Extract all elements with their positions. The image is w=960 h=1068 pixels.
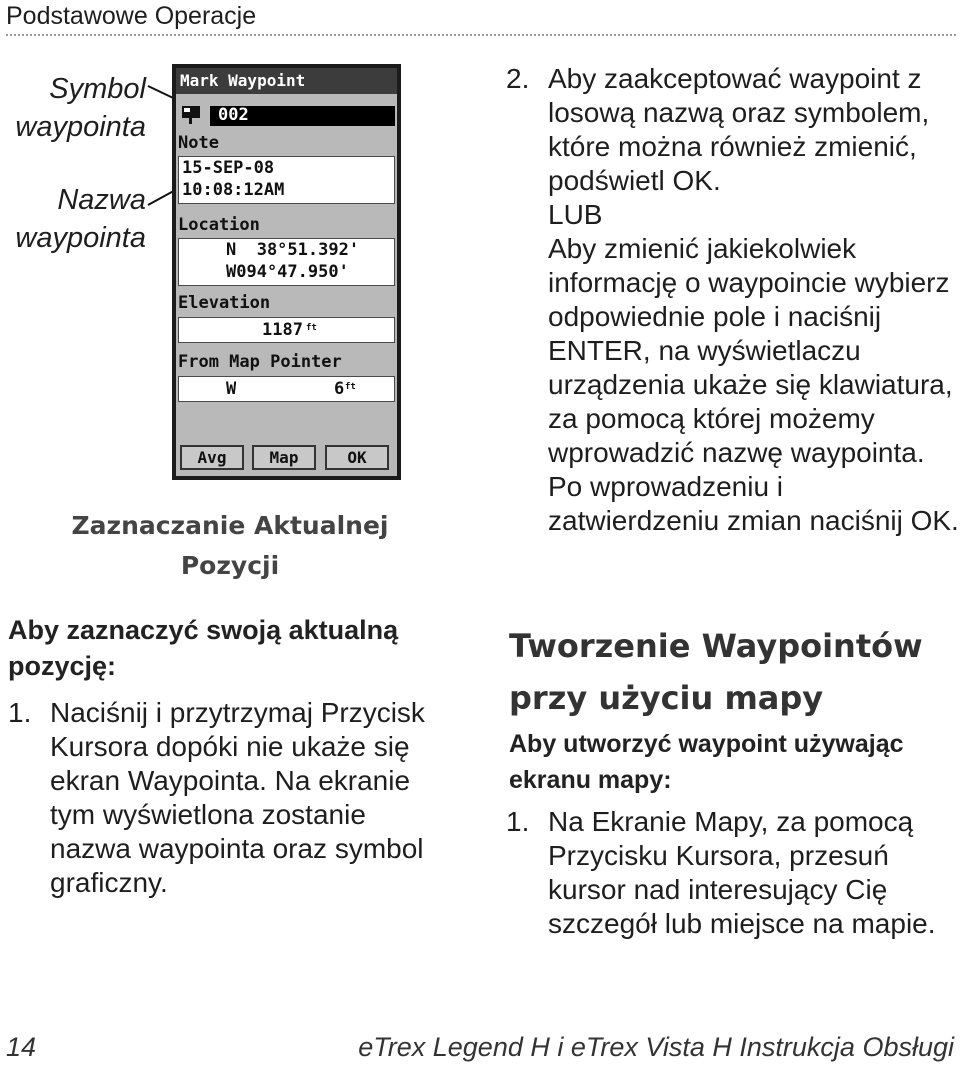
location-label: Location (178, 215, 260, 235)
callout-name-label: Nazwa waypointa (15, 184, 146, 254)
waypoint-flag-icon[interactable] (180, 103, 202, 125)
step-number: 1. (8, 697, 32, 728)
page-number: 14 (6, 1032, 37, 1062)
latitude-value: N 38°51.392' (226, 240, 360, 260)
bearing-value: W (226, 379, 237, 399)
step-number: 2. (506, 63, 530, 94)
note-time: 10:08:12AM (182, 180, 285, 200)
map-button[interactable]: Map (252, 445, 316, 470)
callout-symbol-label: Symbol waypointa (15, 73, 146, 143)
distance-unit: ft (345, 382, 356, 392)
elevation-value: 1187 (262, 320, 303, 340)
waypoint-name-value: 002 (218, 105, 249, 125)
note-date: 15-SEP-08 (182, 158, 275, 178)
longitude-value: W094°47.950' (226, 262, 349, 282)
left-section-heading: Zaznaczanie Aktualnej Pozycji (71, 511, 389, 580)
right-instruction-title: Aby utworzyć waypoint używając ekranu mapy: (509, 730, 904, 794)
section-header: Podstawowe Operacje (6, 2, 257, 30)
step-alt-text: Aby zmienić jakiekolwiek informację o waypoincie wybierz odpowiednie pole i naciśnij ENTER, na wyświetlaczu urządzenia ukaże się klawiatura, za pomocą której możemy wprowadzić nazwę waypointa. Po wprowadzeniu i zatwierdzeniu zmian naciśnij OK. (548, 233, 959, 536)
left-instruction-title: Aby zaznaczyć swoją aktualną pozycję: (8, 615, 399, 681)
right-section-heading: Tworzenie Waypointów przy użyciu mapy (509, 627, 923, 717)
step-number: 1. (506, 806, 530, 837)
step-or: LUB (548, 199, 603, 230)
screen-title: Mark Waypoint (176, 68, 397, 94)
step-text: Na Ekranie Mapy, za pomocą Przycisku Kursora, przesuń kursor nad interesujący Cię szczegół lub miejsce na mapie. (548, 806, 936, 939)
manual-title: eTrex Legend H i eTrex Vista H Instrukcja Obsługi (358, 1032, 954, 1062)
step-text: Aby zaakceptować waypoint z losową nazwą oraz symbolem, które można również zmienić, podświetl OK. (548, 63, 930, 196)
from-map-pointer-field[interactable] (178, 376, 395, 402)
elevation-unit: ft (306, 323, 317, 333)
avg-button[interactable]: Avg (180, 445, 244, 470)
ok-button[interactable]: OK (325, 445, 389, 470)
elevation-label: Elevation (178, 293, 271, 313)
note-label: Note (178, 133, 219, 153)
step-text-block (548, 62, 960, 538)
from-map-pointer-label: From Map Pointer (178, 352, 342, 372)
distance-value: 6 (334, 379, 345, 399)
step-text: Naciśnij i przytrzymaj Przycisk Kursora dopóki nie ukaże się ekran Waypointa. Na ekranie tym wyświetlona zostanie nazwa waypointa oraz symbol graficzny. (50, 697, 425, 898)
